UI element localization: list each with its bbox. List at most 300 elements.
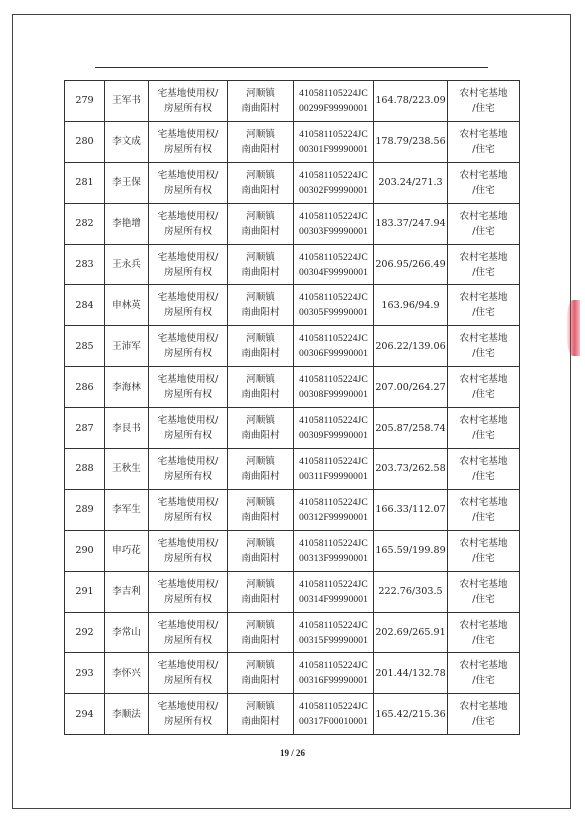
land-use-cell-line-2: /住宅 xyxy=(472,143,495,155)
table-row xyxy=(65,694,520,735)
area-cell xyxy=(374,367,448,408)
location-cell xyxy=(228,449,294,490)
area-cell-line-1: 164.78/223.09 xyxy=(375,95,446,107)
table-row xyxy=(65,653,520,694)
row-number-cell-line-1: 282 xyxy=(75,218,94,230)
area-cell-line-1: 222.76/303.5 xyxy=(378,586,443,598)
parcel-code-cell-line-2: 00302F99990001 xyxy=(298,184,369,196)
row-number-cell xyxy=(65,408,105,449)
right-type-cell-line-1: 宅基地使用权/ xyxy=(157,537,219,549)
location-cell-line-2: 南曲阳村 xyxy=(241,389,280,401)
row-number-cell-line-1: 291 xyxy=(75,586,94,598)
row-number-cell-line-1: 293 xyxy=(75,667,94,679)
parcel-code-cell-line-2: 00299F99990001 xyxy=(298,102,369,114)
right-type-cell-line-2: 房屋所有权 xyxy=(164,307,212,319)
owner-name-cell xyxy=(105,449,149,490)
area-cell xyxy=(374,653,448,694)
row-number-cell xyxy=(65,244,105,285)
location-cell-line-2: 南曲阳村 xyxy=(241,511,280,523)
land-use-cell-line-2: /住宅 xyxy=(472,552,495,564)
owner-name-cell xyxy=(105,81,149,122)
area-cell xyxy=(374,694,448,735)
parcel-code-cell-line-1: 410581105224JC xyxy=(299,660,368,672)
right-type-cell-line-1: 宅基地使用权/ xyxy=(157,578,219,590)
row-number-cell-line-1: 290 xyxy=(75,545,94,557)
land-use-cell xyxy=(448,694,520,735)
right-type-cell xyxy=(149,653,228,694)
row-number-cell xyxy=(65,694,105,735)
area-cell-line-1: 183.37/247.94 xyxy=(375,218,446,230)
location-cell-line-2: 南曲阳村 xyxy=(241,593,280,605)
right-type-cell-line-2: 房屋所有权 xyxy=(164,430,212,442)
owner-name-cell xyxy=(105,285,149,326)
area-cell-line-1: 203.73/262.58 xyxy=(375,463,446,475)
parcel-code-cell-line-2: 00317F00010001 xyxy=(298,716,369,728)
land-use-cell-line-1: 农村宅基地 xyxy=(459,374,508,386)
location-cell-line-1: 河顺镇 xyxy=(246,292,275,304)
parcel-code-cell xyxy=(294,449,374,490)
row-number-cell xyxy=(65,121,105,162)
land-use-cell-line-1: 农村宅基地 xyxy=(459,578,508,590)
area-cell xyxy=(374,489,448,530)
land-use-cell-line-2: /住宅 xyxy=(472,389,495,401)
parcel-code-cell xyxy=(294,326,374,367)
location-cell-line-2: 南曲阳村 xyxy=(241,470,280,482)
land-use-cell-line-2: /住宅 xyxy=(472,675,495,687)
right-type-cell xyxy=(149,203,228,244)
table-row xyxy=(65,530,520,571)
parcel-code-cell-line-2: 00306F99990001 xyxy=(298,348,369,360)
parcel-code-cell xyxy=(294,694,374,735)
location-cell xyxy=(228,612,294,653)
land-use-cell xyxy=(448,612,520,653)
land-use-cell-line-1: 农村宅基地 xyxy=(459,333,508,345)
area-cell xyxy=(374,408,448,449)
row-number-cell-line-1: 294 xyxy=(75,708,94,720)
row-number-cell xyxy=(65,489,105,530)
area-cell-line-1: 165.59/199.89 xyxy=(375,545,446,557)
table-row xyxy=(65,571,520,612)
location-cell xyxy=(228,367,294,408)
location-cell-line-2: 南曲阳村 xyxy=(241,348,280,360)
owner-name-cell xyxy=(105,530,149,571)
land-use-cell-line-1: 农村宅基地 xyxy=(459,660,508,672)
parcel-code-cell-line-2: 00301F99990001 xyxy=(298,143,369,155)
right-type-cell-line-2: 房屋所有权 xyxy=(164,348,212,360)
owner-name-cell xyxy=(105,571,149,612)
table-row xyxy=(65,408,520,449)
row-number-cell xyxy=(65,203,105,244)
location-cell-line-1: 河顺镇 xyxy=(246,415,275,427)
land-use-cell-line-1: 农村宅基地 xyxy=(459,169,508,181)
parcel-code-cell-line-1: 410581105224JC xyxy=(299,701,368,713)
area-cell xyxy=(374,571,448,612)
table-row xyxy=(65,81,520,122)
land-use-cell xyxy=(448,326,520,367)
land-use-cell xyxy=(448,81,520,122)
right-type-cell xyxy=(149,408,228,449)
table-row xyxy=(65,162,520,203)
land-use-cell-line-2: /住宅 xyxy=(472,593,495,605)
parcel-code-cell xyxy=(294,489,374,530)
parcel-code-cell xyxy=(294,367,374,408)
table-row xyxy=(65,285,520,326)
parcel-code-cell xyxy=(294,81,374,122)
land-use-cell-line-2: /住宅 xyxy=(472,348,495,360)
table-row xyxy=(65,121,520,162)
location-cell-line-2: 南曲阳村 xyxy=(241,184,280,196)
area-cell-line-1: 207.00/264.27 xyxy=(375,381,446,393)
area-cell-line-1: 178.79/238.56 xyxy=(375,136,446,148)
right-type-cell-line-2: 房屋所有权 xyxy=(164,389,212,401)
right-type-cell-line-1: 宅基地使用权/ xyxy=(157,87,219,99)
owner-name-cell-line-1: 李顺法 xyxy=(112,708,141,720)
parcel-code-cell-line-2: 00311F99990001 xyxy=(299,470,368,482)
owner-name-cell xyxy=(105,408,149,449)
parcel-code-cell-line-1: 410581105224JC xyxy=(299,496,368,508)
parcel-code-cell xyxy=(294,408,374,449)
right-type-cell-line-2: 房屋所有权 xyxy=(164,634,212,646)
right-type-cell-line-1: 宅基地使用权/ xyxy=(157,455,219,467)
land-use-cell-line-2: /住宅 xyxy=(472,634,495,646)
right-type-cell xyxy=(149,571,228,612)
area-cell xyxy=(374,203,448,244)
right-type-cell-line-2: 房屋所有权 xyxy=(164,593,212,605)
area-cell xyxy=(374,285,448,326)
land-use-cell xyxy=(448,571,520,612)
parcel-code-cell xyxy=(294,530,374,571)
parcel-code-cell-line-2: 00305F99990001 xyxy=(298,307,369,319)
owner-name-cell-line-1: 李艳增 xyxy=(112,218,141,230)
row-number-cell-line-1: 281 xyxy=(75,177,94,189)
owner-name-cell xyxy=(105,694,149,735)
table-body xyxy=(65,81,520,735)
land-use-cell-line-1: 农村宅基地 xyxy=(459,87,508,99)
location-cell-line-1: 河顺镇 xyxy=(246,333,275,345)
row-number-cell xyxy=(65,162,105,203)
right-type-cell-line-1: 宅基地使用权/ xyxy=(157,292,219,304)
land-use-cell xyxy=(448,203,520,244)
right-type-cell xyxy=(149,162,228,203)
right-type-cell-line-1: 宅基地使用权/ xyxy=(157,210,219,222)
row-number-cell xyxy=(65,530,105,571)
row-number-cell-line-1: 279 xyxy=(75,95,94,107)
right-type-cell-line-2: 房屋所有权 xyxy=(164,552,212,564)
table-row xyxy=(65,489,520,530)
owner-name-cell-line-1: 王军书 xyxy=(112,95,141,107)
owner-name-cell-line-1: 李军生 xyxy=(112,504,141,516)
area-cell xyxy=(374,326,448,367)
owner-name-cell xyxy=(105,326,149,367)
area-cell-line-1: 163.96/94.9 xyxy=(381,299,440,311)
parcel-code-cell xyxy=(294,121,374,162)
land-use-cell-line-2: /住宅 xyxy=(472,716,495,728)
parcel-code-cell-line-2: 00316F99990001 xyxy=(298,675,369,687)
location-cell xyxy=(228,162,294,203)
land-use-cell-line-1: 农村宅基地 xyxy=(459,496,508,508)
location-cell-line-1: 河顺镇 xyxy=(246,169,275,181)
location-cell-line-1: 河顺镇 xyxy=(246,660,275,672)
row-number-cell-line-1: 283 xyxy=(75,259,94,270)
location-cell xyxy=(228,326,294,367)
area-cell-line-1: 206.95/266.49 xyxy=(375,259,446,270)
row-number-cell xyxy=(65,571,105,612)
seal-stamp-edge xyxy=(566,300,580,356)
area-cell xyxy=(374,449,448,490)
row-number-cell-line-1: 292 xyxy=(75,627,94,639)
table-row xyxy=(65,244,520,285)
location-cell-line-2: 南曲阳村 xyxy=(241,266,280,278)
owner-name-cell-line-1: 王秋生 xyxy=(112,463,141,475)
right-type-cell xyxy=(149,285,228,326)
area-cell-line-1: 201.44/132.78 xyxy=(375,667,446,679)
parcel-code-cell-line-2: 00315F99990001 xyxy=(298,634,369,646)
right-type-cell-line-1: 宅基地使用权/ xyxy=(157,374,219,386)
owner-name-cell xyxy=(105,612,149,653)
right-type-cell xyxy=(149,121,228,162)
land-use-cell-line-1: 农村宅基地 xyxy=(459,455,508,467)
right-type-cell xyxy=(149,244,228,285)
right-type-cell xyxy=(149,694,228,735)
right-type-cell xyxy=(149,81,228,122)
area-cell-line-1: 166.33/112.07 xyxy=(375,504,446,516)
location-cell-line-1: 河顺镇 xyxy=(246,128,275,140)
parcel-code-cell-line-1: 410581105224JC xyxy=(299,210,368,222)
parcel-code-cell-line-1: 410581105224JC xyxy=(299,292,368,304)
area-cell xyxy=(374,612,448,653)
parcel-code-cell-line-1: 410581105224JC xyxy=(299,169,368,181)
land-use-cell xyxy=(448,408,520,449)
location-cell-line-1: 河顺镇 xyxy=(246,496,275,508)
land-use-cell-line-2: /住宅 xyxy=(472,102,495,114)
land-use-cell-line-2: /住宅 xyxy=(472,184,495,196)
land-use-cell-line-2: /住宅 xyxy=(472,266,495,278)
parcel-code-cell-line-2: 00308F99990001 xyxy=(298,389,369,401)
owner-name-cell-line-1: 申巧花 xyxy=(112,545,141,557)
land-use-cell-line-1: 农村宅基地 xyxy=(459,128,508,140)
land-use-cell-line-1: 农村宅基地 xyxy=(459,210,508,222)
parcel-code-cell xyxy=(294,162,374,203)
land-use-cell-line-1: 农村宅基地 xyxy=(459,619,508,631)
owner-name-cell xyxy=(105,121,149,162)
right-type-cell-line-2: 房屋所有权 xyxy=(164,716,212,728)
row-number-cell xyxy=(65,612,105,653)
owner-name-cell-line-1: 李文成 xyxy=(112,136,141,148)
owner-name-cell-line-1: 李王保 xyxy=(112,177,141,189)
owner-name-cell-line-1: 李吉利 xyxy=(112,586,141,598)
area-cell-line-1: 203.24/271.3 xyxy=(378,177,443,189)
location-cell-line-1: 河顺镇 xyxy=(246,537,275,549)
right-type-cell xyxy=(149,449,228,490)
area-cell-line-1: 206.22/139.06 xyxy=(375,340,446,352)
parcel-code-cell-line-1: 410581105224JC xyxy=(299,251,368,263)
area-cell xyxy=(374,530,448,571)
row-number-cell-line-1: 285 xyxy=(75,340,94,352)
right-type-cell-line-2: 房屋所有权 xyxy=(164,511,212,523)
right-type-cell-line-1: 宅基地使用权/ xyxy=(157,660,219,672)
parcel-code-cell xyxy=(294,612,374,653)
land-use-cell-line-1: 农村宅基地 xyxy=(459,415,508,427)
right-type-cell xyxy=(149,612,228,653)
right-type-cell-line-2: 房屋所有权 xyxy=(164,266,212,278)
location-cell-line-2: 南曲阳村 xyxy=(241,552,280,564)
owner-name-cell-line-1: 李常山 xyxy=(112,627,141,639)
right-type-cell-line-1: 宅基地使用权/ xyxy=(157,128,219,140)
area-cell-line-1: 165.42/215.36 xyxy=(375,708,446,720)
land-use-cell xyxy=(448,162,520,203)
right-type-cell-line-1: 宅基地使用权/ xyxy=(157,701,219,713)
location-cell-line-1: 河顺镇 xyxy=(246,701,275,713)
parcel-code-cell-line-2: 00309F99990001 xyxy=(298,430,369,442)
owner-name-cell xyxy=(105,203,149,244)
land-use-cell-line-1: 农村宅基地 xyxy=(459,701,508,713)
location-cell-line-2: 南曲阳村 xyxy=(241,716,280,728)
location-cell-line-2: 南曲阳村 xyxy=(241,307,280,319)
land-use-cell-line-1: 农村宅基地 xyxy=(459,251,508,263)
parcel-code-cell-line-1: 410581105224JC xyxy=(299,128,368,140)
location-cell xyxy=(228,530,294,571)
row-number-cell xyxy=(65,81,105,122)
header-rule xyxy=(95,67,488,68)
location-cell-line-2: 南曲阳村 xyxy=(241,102,280,114)
owner-name-cell-line-1: 李怀兴 xyxy=(112,667,141,679)
location-cell xyxy=(228,81,294,122)
table-row xyxy=(65,449,520,490)
location-cell xyxy=(228,244,294,285)
row-number-cell-line-1: 280 xyxy=(75,136,94,148)
parcel-code-cell-line-2: 00313F99990001 xyxy=(298,552,369,564)
area-cell xyxy=(374,81,448,122)
location-cell-line-1: 河顺镇 xyxy=(246,87,275,99)
page-number: 19 / 26 xyxy=(279,748,305,758)
location-cell xyxy=(228,694,294,735)
land-use-cell-line-1: 农村宅基地 xyxy=(459,292,508,304)
row-number-cell xyxy=(65,326,105,367)
location-cell-line-1: 河顺镇 xyxy=(246,455,275,467)
parcel-code-cell-line-2: 00314F99990001 xyxy=(298,593,369,605)
right-type-cell-line-1: 宅基地使用权/ xyxy=(157,333,219,345)
land-use-cell xyxy=(448,367,520,408)
location-cell-line-1: 河顺镇 xyxy=(246,619,275,631)
location-cell-line-2: 南曲阳村 xyxy=(241,675,280,687)
location-cell xyxy=(228,653,294,694)
land-use-cell-line-2: /住宅 xyxy=(472,470,495,482)
location-cell-line-1: 河顺镇 xyxy=(246,251,275,263)
owner-name-cell-line-1: 李艮书 xyxy=(112,422,141,434)
parcel-code-cell-line-1: 410581105224JC xyxy=(299,537,368,549)
parcel-code-cell xyxy=(294,203,374,244)
land-use-cell-line-2: /住宅 xyxy=(472,511,495,523)
right-type-cell-line-1: 宅基地使用权/ xyxy=(157,251,219,263)
location-cell-line-1: 河顺镇 xyxy=(246,210,275,222)
row-number-cell-line-1: 287 xyxy=(75,422,94,434)
land-use-cell-line-2: /住宅 xyxy=(472,307,495,319)
right-type-cell-line-2: 房屋所有权 xyxy=(164,225,212,237)
owner-name-cell xyxy=(105,162,149,203)
parcel-code-cell-line-2: 00312F99990001 xyxy=(298,511,369,523)
right-type-cell-line-2: 房屋所有权 xyxy=(164,102,212,114)
location-cell xyxy=(228,571,294,612)
location-cell xyxy=(228,489,294,530)
area-cell xyxy=(374,121,448,162)
location-cell-line-1: 河顺镇 xyxy=(246,578,275,590)
parcel-code-cell-line-1: 410581105224JC xyxy=(299,578,368,590)
row-number-cell-line-1: 288 xyxy=(75,463,94,475)
row-number-cell-line-1: 286 xyxy=(75,381,94,393)
area-cell-line-1: 202.69/265.91 xyxy=(375,627,446,639)
location-cell-line-2: 南曲阳村 xyxy=(241,225,280,237)
land-use-cell-line-1: 农村宅基地 xyxy=(459,537,508,549)
location-cell xyxy=(228,285,294,326)
owner-name-cell-line-1: 王沛军 xyxy=(112,340,141,352)
parcel-code-cell xyxy=(294,244,374,285)
right-type-cell-line-2: 房屋所有权 xyxy=(164,470,212,482)
parcel-code-cell-line-1: 410581105224JC xyxy=(299,455,368,467)
row-number-cell-line-1: 289 xyxy=(75,504,94,516)
area-cell-line-1: 205.87/258.74 xyxy=(375,422,446,434)
table-row xyxy=(65,367,520,408)
parcel-code-cell-line-1: 410581105224JC xyxy=(299,415,368,427)
row-number-cell xyxy=(65,285,105,326)
right-type-cell xyxy=(149,489,228,530)
parcel-code-cell-line-1: 410581105224JC xyxy=(299,333,368,345)
location-cell xyxy=(228,121,294,162)
land-use-cell xyxy=(448,449,520,490)
location-cell xyxy=(228,408,294,449)
right-type-cell-line-1: 宅基地使用权/ xyxy=(157,169,219,181)
row-number-cell-line-1: 284 xyxy=(75,299,94,311)
parcel-code-cell xyxy=(294,653,374,694)
row-number-cell xyxy=(65,653,105,694)
right-type-cell xyxy=(149,530,228,571)
location-cell-line-2: 南曲阳村 xyxy=(241,634,280,646)
owner-name-cell xyxy=(105,367,149,408)
table-row xyxy=(65,612,520,653)
parcel-code-cell-line-1: 410581105224JC xyxy=(299,87,368,99)
right-type-cell-line-2: 房屋所有权 xyxy=(164,675,212,687)
location-cell-line-2: 南曲阳村 xyxy=(241,143,280,155)
land-use-cell xyxy=(448,121,520,162)
parcel-code-cell-line-1: 410581105224JC xyxy=(299,374,368,386)
owner-name-cell xyxy=(105,244,149,285)
area-cell xyxy=(374,162,448,203)
land-use-cell xyxy=(448,489,520,530)
parcel-code-cell xyxy=(294,571,374,612)
land-use-cell xyxy=(448,530,520,571)
location-cell-line-2: 南曲阳村 xyxy=(241,430,280,442)
right-type-cell xyxy=(149,367,228,408)
owner-name-cell-line-1: 李海林 xyxy=(112,381,141,393)
land-use-cell-line-2: /住宅 xyxy=(472,225,495,237)
location-cell-line-1: 河顺镇 xyxy=(246,374,275,386)
owner-name-cell xyxy=(105,653,149,694)
owner-name-cell-line-1: 王永兵 xyxy=(112,259,141,270)
right-type-cell xyxy=(149,326,228,367)
registration-table xyxy=(64,80,520,735)
land-use-cell xyxy=(448,244,520,285)
row-number-cell xyxy=(65,449,105,490)
owner-name-cell-line-1: 申林英 xyxy=(112,299,141,311)
table-row xyxy=(65,326,520,367)
row-number-cell xyxy=(65,367,105,408)
right-type-cell-line-2: 房屋所有权 xyxy=(164,143,212,155)
parcel-code-cell xyxy=(294,285,374,326)
right-type-cell-line-2: 房屋所有权 xyxy=(164,184,212,196)
parcel-code-cell-line-2: 00303F99990001 xyxy=(298,225,369,237)
land-use-cell xyxy=(448,285,520,326)
owner-name-cell xyxy=(105,489,149,530)
table-row xyxy=(65,203,520,244)
